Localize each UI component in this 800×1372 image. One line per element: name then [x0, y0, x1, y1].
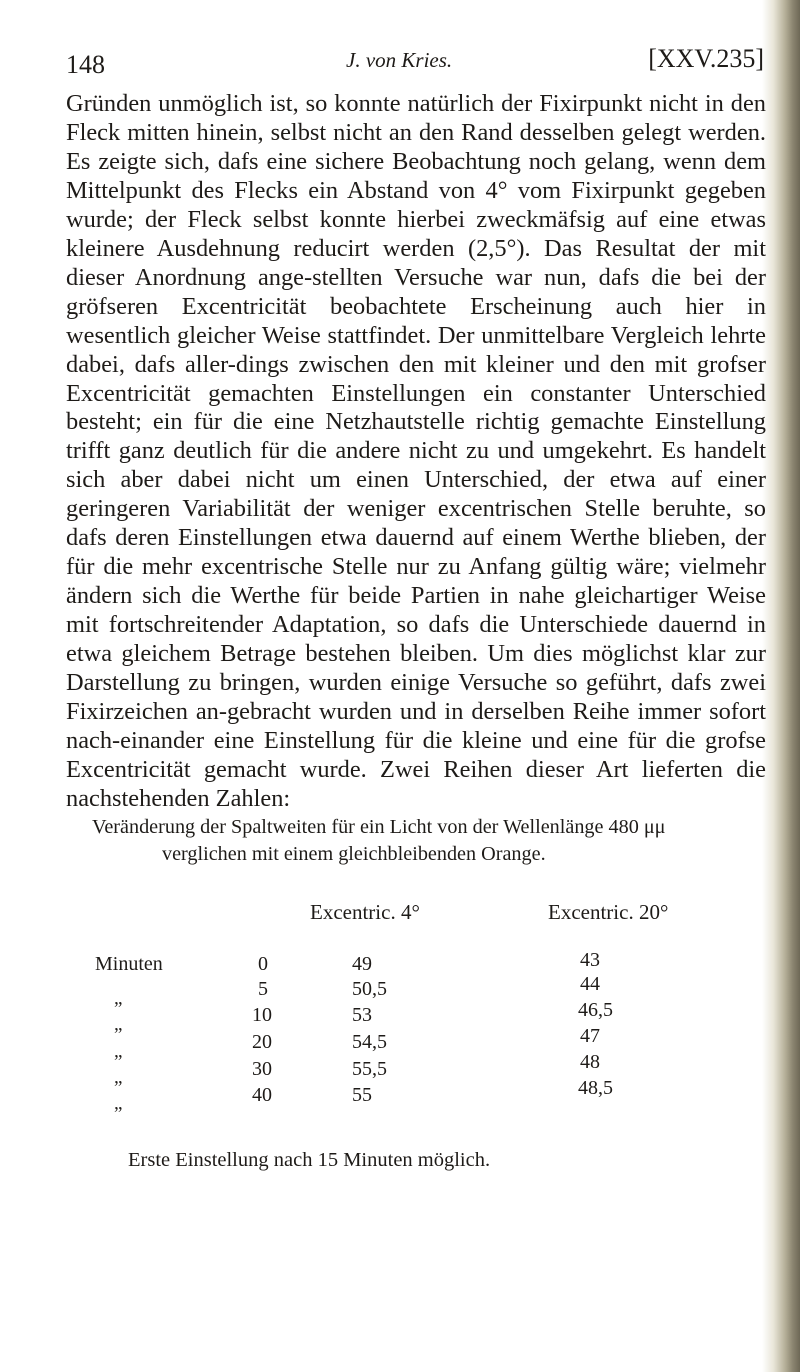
table-cell-minutes: 10 — [252, 1004, 272, 1026]
body-paragraph: Gründen unmöglich ist, so konnte natürlich der Fixirpunkt nicht in den Fleck mitten hinein, selbst nicht an den Rand desselben gelegt werden. Es zeigte sich, dafs eine sichere Beobachtung noch gelang, wenn dem Mittelpunkt des Flecks ein Abstand von 4° vom Fixirpunkt gegeben wurde; der Fleck selbst konnte hierbei zweckmäfsig auf eine etwas kleinere Ausdehnung reducirt werden (2,5°). Das Resultat der mit dieser Anordnung ange-stellten Versuche war nun, dafs die bei der gröfseren Excentricität beobachtete Erscheinung auch hier in wesentlich gleicher Weise stattfindet. Der unmittelbare Vergleich lehrte dabei, dafs aller-dings zwischen den mit kleiner und den mit grofser Excentricität gemachten Einstellungen ein constanter Unterschied besteht; ein für die eine Netzhautstelle richtig gemachte Einstellung trifft ganz deutlich für die andere nicht zu und umgekehrt. Es handelt sich aber dabei nicht um einen Unterschied, der etwa auf einer geringeren Variabilität der weniger excentrischen Stelle beruhte, so dafs deren Einstellungen etwa dauernd auf einem Werthe blieben, der für die mehr excentrische Stelle nur zu Anfang gültig wäre; vielmehr ändern sich die Werthe für beide Partien in nahe gleichartiger Weise mit fortschreitender Adaptation, so dafs die Unterschiede dauernd in etwa gleichem Betrage bestehen bleiben. Um dies möglichst klar zur Darstellung zu bringen, wurden einige Versuche so geführt, dafs zwei Fixirzeichen an-gebracht wurden und in derselben Reihe immer sofort nach-einander eine Einstellung für die kleine und eine für die grofse Excentricität gemacht wurde. Zwei Reihen dieser Art lieferten die nachstehenden Zahlen: — [66, 90, 766, 812]
page-number: 148 — [66, 50, 105, 79]
ditto-mark: „ — [114, 1014, 123, 1035]
running-head-author: J. von Kries. — [346, 48, 453, 72]
table-caption-line-2: verglichen mit einem gleichbleibenden Orange. — [162, 843, 546, 865]
ditto-mark: „ — [114, 988, 123, 1009]
table-cell-exc20: 44 — [580, 973, 600, 995]
table-cell-exc4: 53 — [352, 1004, 372, 1026]
table-footnote: Erste Einstellung nach 15 Minuten möglich. — [128, 1149, 491, 1171]
table-cell-exc20: 48 — [580, 1051, 600, 1073]
ditto-mark: „ — [114, 1067, 123, 1088]
table-cell-exc4: 55 — [352, 1084, 372, 1106]
table-cell-exc4: 50,5 — [352, 978, 387, 1000]
ditto-mark: „ — [114, 1041, 123, 1062]
table-cell-exc20: 48,5 — [578, 1077, 613, 1099]
table-cell-minutes: 40 — [252, 1084, 272, 1106]
table-cell-exc4: 54,5 — [352, 1031, 387, 1053]
column-header-excentric-20: Excentric. 20° — [548, 900, 669, 924]
ditto-mark: „ — [114, 1093, 123, 1114]
row-label-minuten: Minuten — [95, 953, 163, 975]
table-cell-exc20: 43 — [580, 949, 600, 971]
table-cell-exc4: 49 — [352, 953, 372, 975]
table-caption-line-1: Veränderung der Spaltweiten für ein Licht von der Wellenlänge 480 μμ — [92, 816, 666, 838]
table-cell-minutes: 30 — [252, 1058, 272, 1080]
table-cell-minutes: 0 — [258, 953, 268, 975]
table-cell-exc20: 46,5 — [578, 999, 613, 1021]
column-header-excentric-4: Excentric. 4° — [310, 900, 420, 924]
table-cell-exc20: 47 — [580, 1025, 600, 1047]
table-cell-minutes: 20 — [252, 1031, 272, 1053]
table-cell-exc4: 55,5 — [352, 1058, 387, 1080]
table-cell-minutes: 5 — [258, 978, 268, 1000]
running-head-reference: [XXV.235] — [648, 44, 764, 73]
